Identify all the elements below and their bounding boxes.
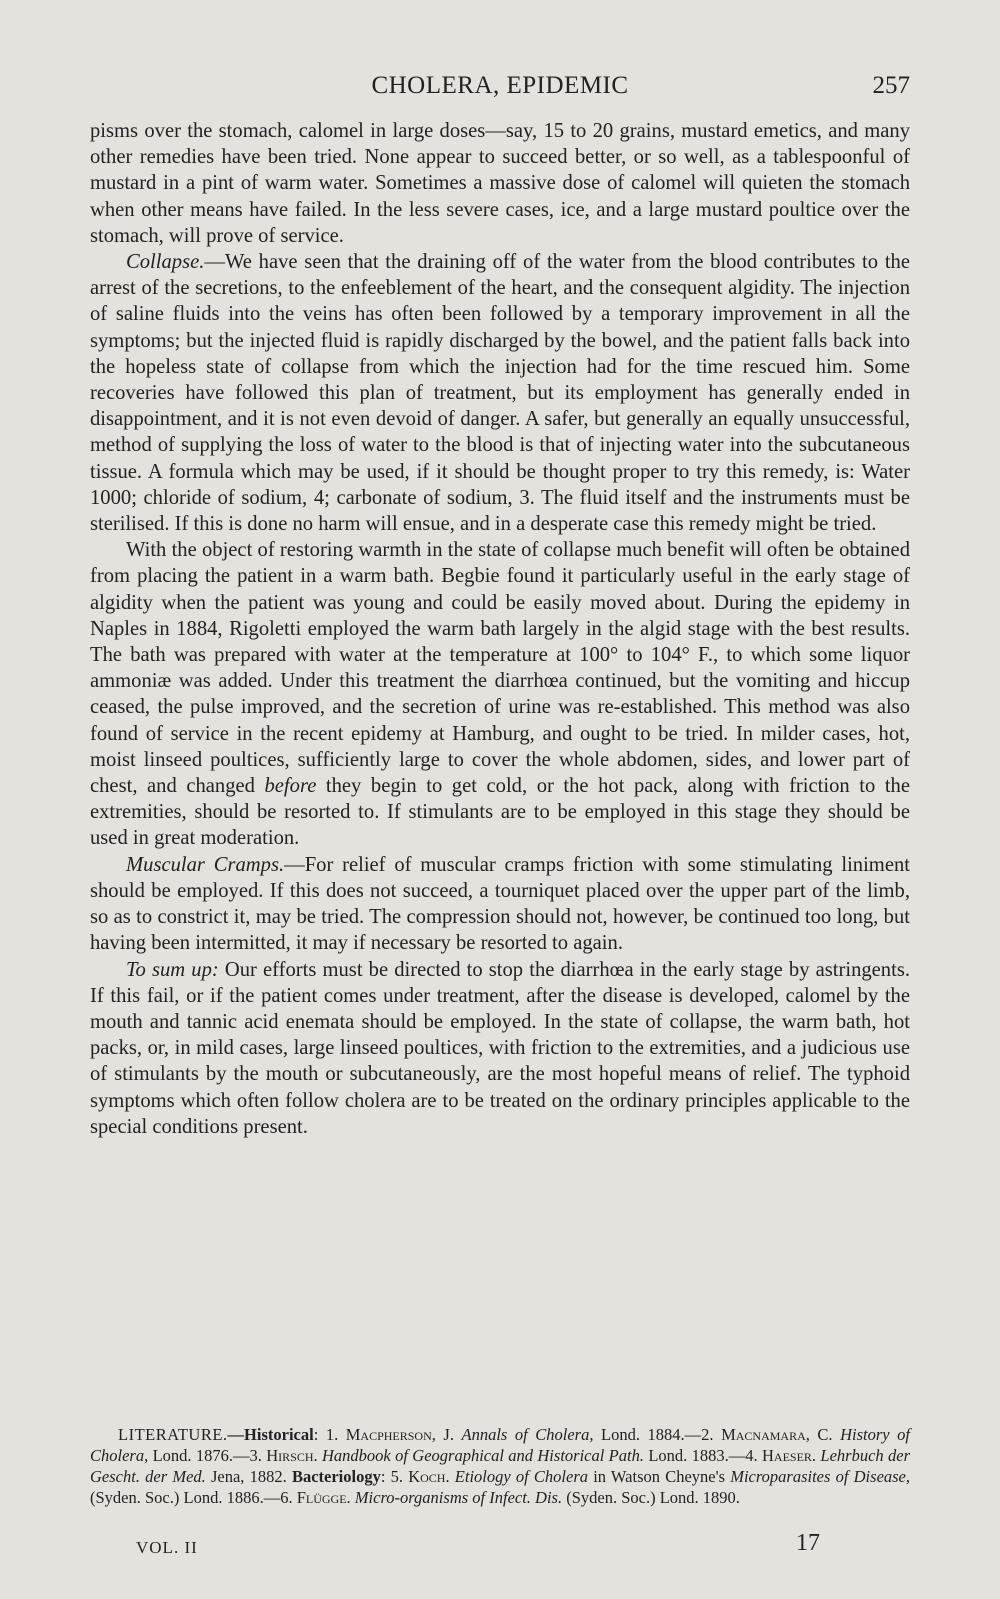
page-number: 257	[872, 72, 910, 99]
ref-details: in Watson Cheyne's	[588, 1467, 731, 1486]
ref-author: Koch.	[408, 1467, 450, 1486]
bacteriology-label: Bacteriology	[291, 1467, 381, 1486]
paragraph-text: they begin to get cold, or the hot pack, along with friction to the extremities, should be resorted to. If stimulants are to be employed in this stage they should be used in great moderation.	[90, 775, 910, 850]
ref-title: Etiology of Cholera	[454, 1467, 588, 1486]
emphasis-before: before	[264, 775, 317, 798]
ref-details: Jena, 1882.	[205, 1467, 292, 1486]
paragraph-stomach	[90, 118, 910, 249]
paragraph-text: pisms over the stomach, calomel in large doses—say, 15 to 20 grains, mustard emetics, and many other remedies have been tried. None appear to succeed better, or so well, as a tablespoonful of mustard in a pint of warm water. Sometimes a massive dose of calomel will quieten the stomach when other means have failed. In the less severe cases, ice, and a large mustard poultice over the stomach, will prove of service.	[90, 120, 910, 247]
ref-number: : 5.	[380, 1467, 409, 1486]
ref-title: Handbook of Geographical and Historical Path.	[322, 1446, 644, 1465]
ref-title: Lehrbuch der Gescht. der Med.	[90, 1446, 911, 1486]
paragraph-text: Our efforts must be directed to stop the diarrhœa in the early stage by astringents. If this fail, or if the patient comes under treatment, after the disease is developed, calomel by the mouth and tannic acid enemata should be employed. In the state of collapse, the warm bath, hot packs, or, in mild cases, large linseed poultices, with friction to the extremities, and a judicious use of stimulants by the mouth or subcutaneously, are the most hopeful means of relief. The typhoid symptoms which often follow cholera are to be treated on the ordinary principles applicable to the special conditions present.	[90, 958, 910, 1138]
running-title: CHOLERA, EPIDEMIC	[371, 72, 629, 99]
ref-number: : 1.	[313, 1425, 346, 1444]
literature-references	[90, 1424, 910, 1508]
historical-label: —Historical	[227, 1425, 314, 1444]
section-heading-sumup: To sum up:	[126, 958, 219, 981]
section-heading-cramps: Muscular Cramps.	[126, 853, 285, 876]
ref-details: (Syden. Soc.) Lond. 1886.—6.	[90, 1488, 297, 1507]
literature-label: LITERATURE.	[118, 1425, 228, 1444]
ref-title: History of Cholera,	[90, 1425, 910, 1465]
ref-author: Macnamara, C.	[721, 1425, 833, 1444]
paragraph-summary	[90, 957, 910, 1140]
signature-mark: 17	[796, 1530, 820, 1556]
ref-author: Haeser.	[762, 1446, 817, 1465]
ref-title: Microparasites of Disease,	[730, 1467, 911, 1486]
ref-details: Lond. 1876.—3.	[148, 1446, 267, 1465]
ref-details: Lond. 1883.—4.	[643, 1446, 762, 1465]
ref-title: Annals of Cholera,	[461, 1425, 594, 1444]
section-heading-collapse: Collapse.	[126, 251, 205, 274]
page-footer	[0, 1530, 1000, 1570]
body-text	[90, 118, 910, 1140]
volume-label: VOL. II	[136, 1538, 198, 1557]
paragraph-cramps	[90, 852, 910, 957]
page-header	[0, 68, 1000, 108]
ref-title: Micro-organisms of Infect. Dis.	[354, 1488, 563, 1507]
ref-details: (Syden. Soc.) Lond. 1890.	[562, 1488, 740, 1507]
paragraph-warmth	[90, 537, 910, 851]
ref-author: Flügge.	[296, 1488, 351, 1507]
ref-author: Macpherson, J.	[345, 1425, 454, 1444]
ref-author: Hirsch.	[266, 1446, 318, 1465]
paragraph-text: —For relief of muscular cramps friction with some stimulating liniment should be employed. If this does not succeed, a tourniquet placed over the upper part of the limb, so as to constrict it, may be tried. The compression should not, however, be continued too long, but having been intermitted, it may if necessary be resorted to again.	[90, 853, 910, 955]
paragraph-collapse	[90, 249, 910, 537]
ref-details: Lond. 1884.—2.	[593, 1425, 722, 1444]
paragraph-text: With the object of restoring warmth in the state of collapse much benefit will often be obtained from placing the patient in a warm bath. Begbie found it particularly useful in the early stage of algidity when the patient was young and could be easily moved about. During the epidemy in Naples in 1884, Rigoletti employed the warm bath largely in the algid stage with the best results. The bath was prepared with water at the temperature at 100° to 104° F., to which some liquor ammoniæ was added. Under this treatment the diarrhœa continued, but the vomiting and hiccup ceased, the pulse improved, and the secretion of urine was re-established. This method was also found of service in the recent epidemy at Hamburg, and ought to be tried. In milder cases, hot, moist linseed poultices, sufficiently large to cover the whole abdomen, sides, and lower part of chest, and changed	[90, 539, 910, 798]
paragraph-text: —We have seen that the draining off of the water from the blood contributes to the arrest of the secretions, to the enfeeblement of the heart, and the consequent algidity. The injection of saline fluids into the veins has often been followed by a temporary improvement in all the symptoms; but the injected fluid is rapidly discharged by the bowel, and the patient falls back into the hopeless state of collapse from which the injection had for the time rescued him. Some recoveries have followed this plan of treatment, but its employment has generally ended in disappointment, and it is not even devoid of danger. A safer, but generally an equally unsuccessful, method of supplying the loss of water to the blood is that of injecting water into the subcutaneous tissue. A formula which may be used, if it should be thought proper to try this remedy, is: Water 1000; chloride of sodium, 4; carbonate of sodium, 3. The fluid itself and the instruments must be sterilised. If this is done no harm will ensue, and in a desperate case this remedy might be tried.	[90, 251, 910, 536]
